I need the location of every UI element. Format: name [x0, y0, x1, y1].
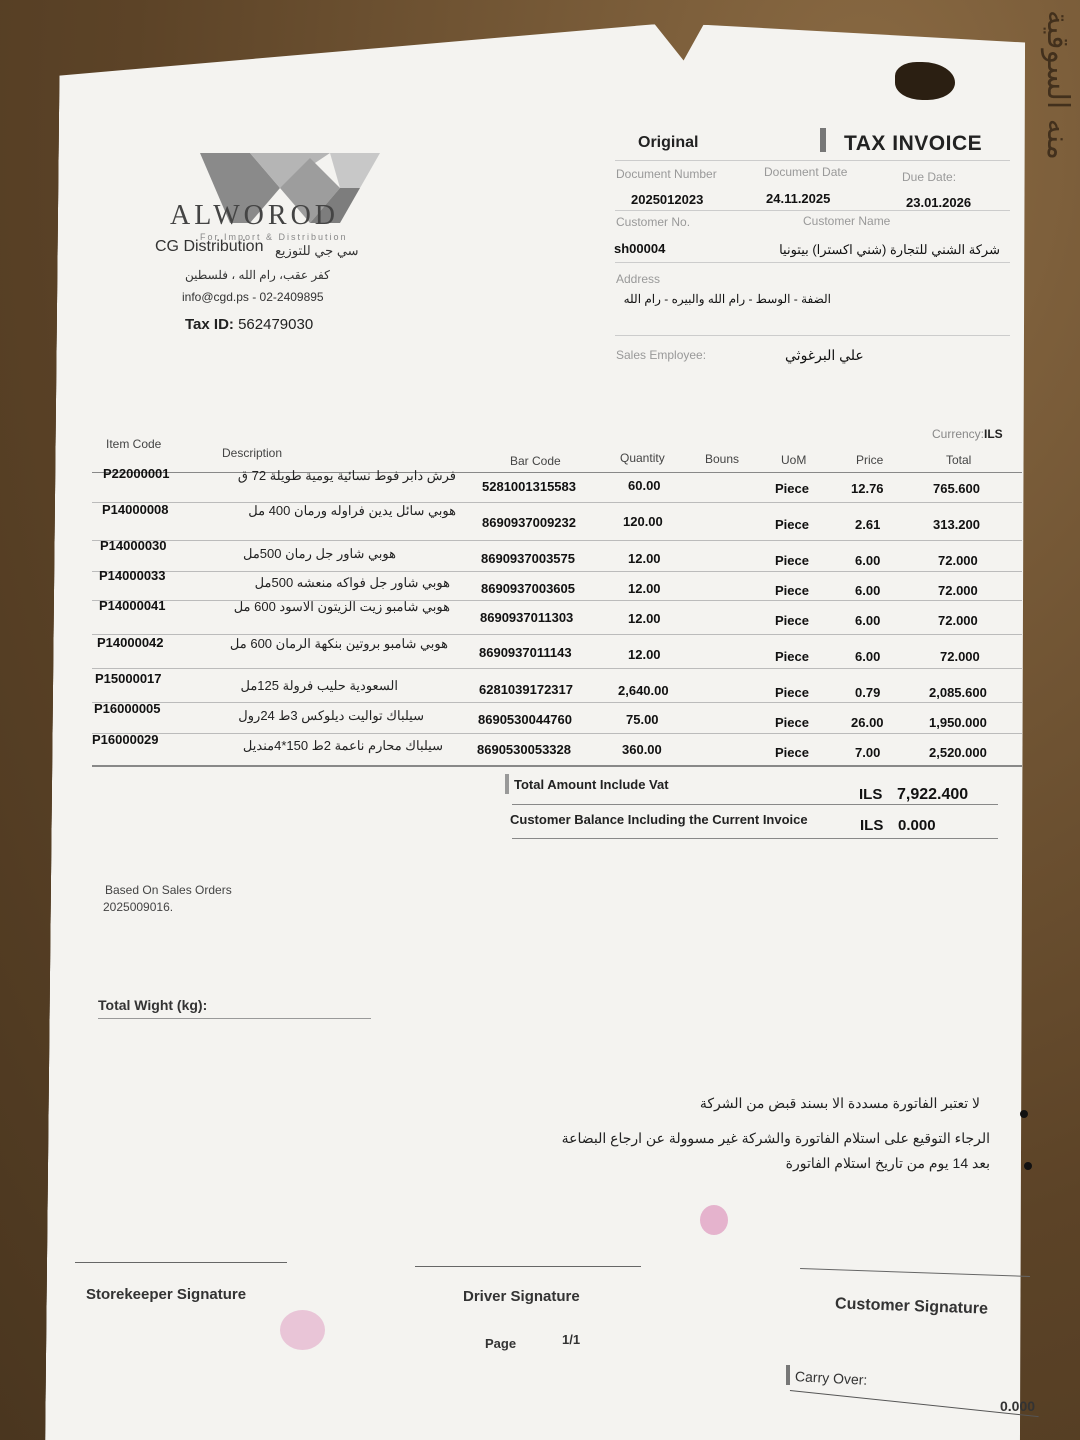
totals-divider [512, 804, 998, 805]
due-date: 23.01.2026 [906, 195, 972, 210]
customer-no-label: Customer No. [616, 215, 691, 229]
torn-hole [895, 62, 955, 100]
item-description: هوبي سائل يدين فراوله ورمان 400 مل [248, 503, 456, 518]
item-uom: Piece [775, 553, 809, 568]
item-total: 1,950.000 [929, 715, 987, 730]
storekeeper-sign-line [75, 1262, 287, 1263]
row-divider [92, 634, 1022, 635]
doc-number: 2025012023 [631, 192, 704, 207]
based-on-label: Based On Sales Orders [105, 883, 232, 897]
item-uom: Piece [775, 613, 809, 628]
item-total: 72.000 [938, 583, 978, 598]
bullet-icon [1024, 1162, 1032, 1170]
item-total: 765.600 [933, 481, 980, 496]
col-item-code: Item Code [106, 437, 162, 451]
item-quantity: 2,640.00 [618, 683, 669, 698]
totals-marker [505, 774, 509, 794]
item-description: هوبي شاور جل رمان 500مل [242, 546, 396, 561]
total-weight-label: Total Wight (kg): [98, 997, 208, 1013]
item-uom: Piece [775, 685, 809, 700]
carry-over-label: Carry Over: [794, 1368, 868, 1388]
header-divider [615, 160, 1010, 161]
item-code: P14000008 [102, 502, 169, 517]
item-barcode: 8690530044760 [478, 712, 572, 727]
item-code: P16000005 [94, 701, 161, 716]
row-divider [92, 733, 1022, 734]
item-quantity: 60.00 [628, 478, 661, 493]
currency-value: ILS [984, 427, 1003, 441]
col-description: Description [222, 446, 283, 460]
return-note-line1: الرجاء التوقيع على استلام الفاتورة والشركة غير مسوولة عن ارجاع البضاعة [561, 1130, 990, 1146]
item-price: 7.00 [855, 745, 881, 760]
item-barcode: 8690937003575 [481, 551, 575, 566]
item-description: سيلباك محارم ناعمة 2ط 150*4منديل [242, 738, 443, 753]
item-code: P14000030 [100, 538, 167, 553]
sales-employee: علي البرغوثي [785, 347, 864, 363]
page-label: Page [485, 1336, 517, 1351]
item-description: هوبي شاور جل فواكه منعشه 500مل [254, 575, 450, 590]
balance-value: 0.000 [898, 817, 936, 834]
item-description: هوبي شامبو بروتين بنكهة الرمان 600 مل [229, 636, 448, 651]
copy-type: Original [638, 134, 699, 151]
col-barcode: Bar Code [510, 454, 561, 468]
item-barcode: 5281001315583 [482, 479, 576, 494]
document-title: TAX INVOICE [844, 132, 983, 155]
item-quantity: 120.00 [623, 514, 663, 529]
item-barcode: 8690937011303 [480, 610, 574, 625]
item-description: هوبي شامبو زيت الزيتون الاسود 600 مل [233, 599, 450, 614]
bullet-icon [1020, 1110, 1028, 1118]
carry-over-value: 0.000 [1000, 1398, 1036, 1414]
balance-label: Customer Balance Including the Current Invoice [510, 812, 808, 827]
totals-divider [512, 838, 998, 839]
col-uom: UoM [781, 453, 807, 467]
total-label: Total Amount Include Vat [514, 777, 669, 792]
tax-id-value: 562479030 [238, 316, 314, 333]
row-divider [92, 571, 1022, 572]
item-uom: Piece [775, 649, 809, 664]
company-address: كفر عقب، رام الله ، فلسطين [185, 268, 330, 282]
row-divider [92, 702, 1022, 703]
item-uom: Piece [775, 583, 809, 598]
item-code: P14000042 [97, 635, 164, 650]
item-quantity: 12.00 [628, 581, 661, 596]
item-total: 2,085.600 [929, 685, 987, 700]
item-barcode: 8690937009232 [482, 515, 576, 530]
item-price: 6.00 [855, 553, 881, 568]
item-description: السعودية حليب فرولة 125مل [240, 678, 398, 693]
doc-date-label: Document Date [764, 165, 848, 179]
item-quantity: 360.00 [622, 742, 662, 757]
item-code: P14000041 [99, 598, 166, 613]
brand-subtitle: For Import & Distribution [200, 232, 348, 242]
tax-id [185, 316, 313, 333]
total-value: 7,922.400 [897, 786, 969, 803]
item-price: 6.00 [855, 583, 881, 598]
col-bonus: Bouns [705, 452, 740, 466]
col-price: Price [856, 453, 884, 467]
col-total: Total [946, 453, 972, 467]
currency-label: Currency: [932, 427, 985, 441]
sales-employee-label: Sales Employee: [616, 348, 707, 362]
col-quantity: Quantity [620, 451, 665, 465]
company-name: CG Distribution [155, 238, 264, 255]
driver-signature: Driver Signature [463, 1288, 580, 1305]
item-quantity: 12.00 [628, 551, 661, 566]
row-divider [92, 540, 1022, 541]
item-price: 0.79 [855, 685, 881, 700]
page-number: 1/1 [562, 1332, 581, 1347]
return-note-line2: بعد 14 يوم من تاريخ استلام الفاتورة [785, 1155, 990, 1171]
item-uom: Piece [775, 745, 809, 760]
header-divider [615, 262, 1010, 263]
storekeeper-signature: Storekeeper Signature [86, 1286, 247, 1303]
item-total: 2,520.000 [929, 745, 987, 760]
item-price: 26.00 [851, 715, 884, 730]
item-uom: Piece [775, 715, 809, 730]
tax-id-label: Tax ID: [185, 316, 234, 333]
weight-line [98, 1018, 371, 1019]
item-code: P15000017 [95, 671, 162, 686]
item-price: 12.76 [851, 481, 884, 496]
customer-name: شركة الشني للتجارة (شني اكسترا) بيتونيا [779, 242, 1000, 257]
payment-note: لا تعتبر الفاتورة مسددة الا بسند قبض من الشركة [699, 1095, 980, 1111]
header-divider [615, 335, 1010, 336]
company-name-arabic: سي جي للتوزيع [275, 243, 359, 258]
item-total: 72.000 [938, 553, 978, 568]
doc-number-label: Document Number [616, 167, 717, 181]
customer-no: sh00004 [614, 241, 666, 256]
item-uom: Piece [775, 517, 809, 532]
ink-stain [700, 1205, 728, 1235]
item-total: 313.200 [933, 517, 980, 532]
currency [932, 427, 1003, 441]
cardboard-print: منه السوقية [1040, 10, 1075, 160]
item-uom: Piece [775, 481, 809, 496]
driver-sign-line [415, 1266, 641, 1267]
customer-signature: Customer Signature [834, 1295, 989, 1318]
item-total: 72.000 [938, 613, 978, 628]
item-price: 6.00 [855, 649, 881, 664]
item-barcode: 8690530053328 [477, 742, 571, 757]
item-barcode: 8690937003605 [481, 581, 575, 596]
item-code: P22000001 [103, 466, 170, 481]
item-description: فرش دابر فوط نسائية يومية طويلة 72 ق [237, 468, 456, 483]
item-quantity: 12.00 [628, 611, 661, 626]
item-code: P14000033 [99, 568, 166, 583]
item-code: P16000029 [92, 732, 159, 747]
brand-name: ALWOROD [170, 200, 340, 231]
item-quantity: 12.00 [628, 647, 661, 662]
address-label: Address [616, 272, 661, 286]
doc-date: 24.11.2025 [766, 191, 831, 206]
based-on-value: 2025009016. [103, 900, 174, 914]
customer-name-label: Customer Name [803, 214, 891, 228]
balance-currency: ILS [860, 817, 884, 834]
total-currency: ILS [859, 786, 883, 803]
row-divider [92, 668, 1022, 669]
table-bottom-line [92, 765, 1022, 767]
item-total: 72.000 [940, 649, 980, 664]
carry-marker [786, 1365, 790, 1385]
item-price: 6.00 [855, 613, 881, 628]
item-description: سيلباك تواليت ديلوكس 3ط 24رول [238, 708, 424, 723]
title-marker [820, 128, 826, 152]
ink-stain [280, 1310, 325, 1350]
customer-address: الضفة - الوسط - رام الله والبيره - رام الله [623, 292, 831, 306]
item-quantity: 75.00 [626, 712, 659, 727]
item-barcode: 6281039172317 [479, 682, 573, 697]
item-barcode: 8690937011143 [479, 645, 572, 660]
item-price: 2.61 [855, 517, 881, 532]
due-date-label: Due Date: [902, 170, 957, 184]
header-divider [615, 210, 1010, 211]
company-contact: info@cgd.ps - 02-2409895 [182, 290, 324, 304]
